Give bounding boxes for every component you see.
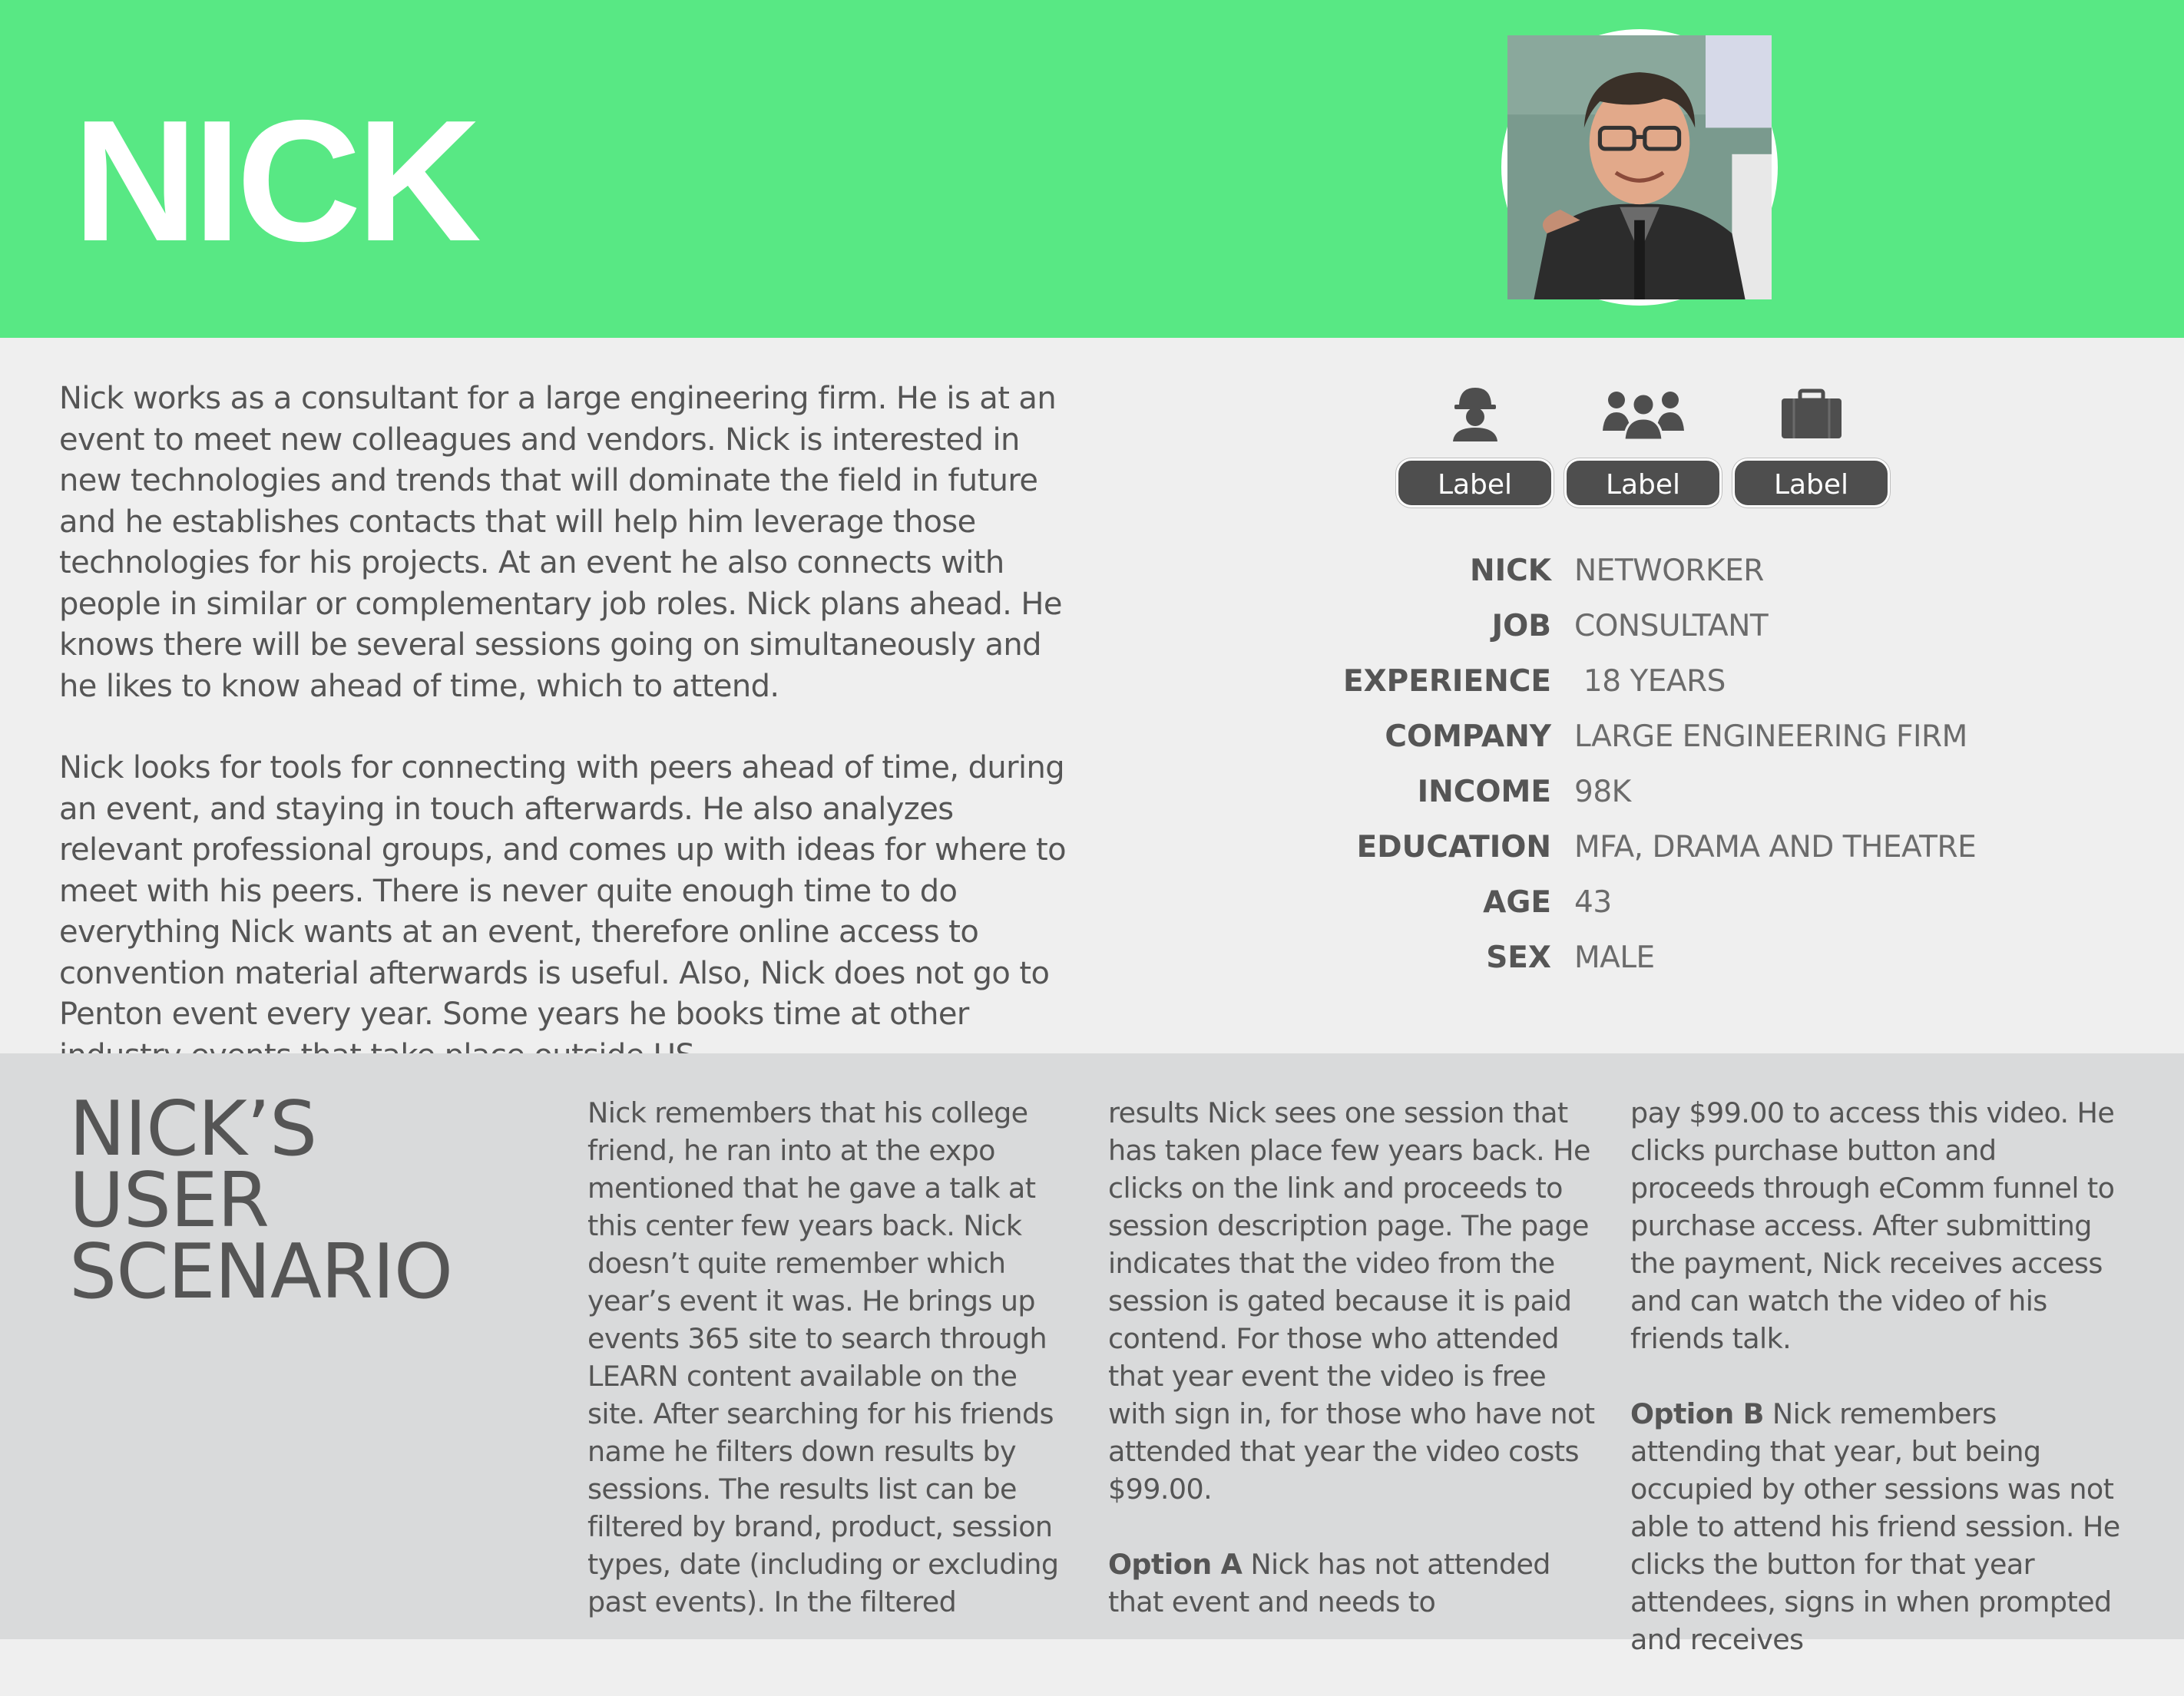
fact-key: NICK [1470, 554, 1551, 588]
profile-facts [1259, 544, 2027, 986]
role-badge-worker [1396, 376, 1554, 511]
scenario-text-part2: results Nick sees one session that has taken place few years back. He clicks on the link and proceeds to session description page. The page indicates that the video from the session is gated because it is paid contend. For those who attended that year event the video is free with sign in, for those who have not attended that year the video costs $99.00. [1108, 1096, 1595, 1506]
fact-row [1259, 654, 2027, 709]
scenario-column-3 [1630, 1094, 2122, 1696]
scenario-title-line: SCENARIO [69, 1228, 453, 1316]
scenario-column-2 [1108, 1094, 1600, 1658]
option-b-text: Nick remembers attending that year, but being occupied by other sessions was not able to attend his friend session. He clicks the button for that year attendees, signs in when prompted and receives [1630, 1397, 2120, 1656]
bio-text [59, 379, 1080, 1117]
fact-value: 98K [1574, 775, 1631, 809]
fact-key: SEX [1486, 941, 1551, 975]
fact-value: CONSULTANT [1574, 609, 1769, 643]
fact-key: JOB [1491, 609, 1551, 643]
fact-key: EXPERIENCE [1342, 664, 1551, 699]
fact-row [1259, 820, 2027, 875]
option-a-text-part2: pay $99.00 to access this video. He clicks purchase button and proceeds through eComm funnel to purchase access. After submitting the payment, Nick receives access and can watch the video of his friends talk. [1630, 1096, 2115, 1355]
scenario-column-1 [587, 1094, 1079, 1621]
scenario-title [69, 1086, 453, 1316]
fact-key: AGE [1483, 885, 1551, 920]
fact-value: MFA, DRAMA AND THEATRE [1574, 830, 1977, 865]
role-label: Label [1396, 458, 1554, 507]
role-badge-group [1564, 376, 1722, 511]
role-label: Label [1732, 458, 1890, 507]
fact-key: EDUCATION [1356, 830, 1551, 865]
worker-icon [1396, 376, 1554, 445]
briefcase-icon [1732, 376, 1890, 445]
fact-row [1259, 599, 2027, 654]
role-badge-briefcase [1732, 376, 1890, 511]
role-label: Label [1564, 458, 1722, 507]
header-banner [0, 0, 2184, 338]
fact-key: COMPANY [1385, 719, 1551, 754]
page-title: NICK [73, 84, 477, 277]
fact-row [1259, 875, 2027, 931]
scenario-title-line: NICK’S [69, 1086, 317, 1173]
option-b-label: Option B [1630, 1397, 1764, 1430]
fact-value: 43 [1574, 885, 1612, 920]
scenario-text-part1: Nick remembers that his college friend, he ran into at the expo mentioned that he gave a talk at this center few years back. Nick doesn’t quite remember which year’s event it was. He brings up events 365 site to search through LEARN content available on the site. After searching for his friends name he filters down results by sessions. The results list can be filtered by brand, product, session types, date (including or excluding past events). In the filtered [587, 1096, 1059, 1618]
fact-value: LARGE ENGINEERING FIRM [1574, 719, 1967, 754]
option-b-block [1630, 1395, 2122, 1658]
fact-row [1259, 544, 2027, 599]
fact-row [1259, 709, 2027, 765]
bio-paragraph: Nick works as a consultant for a large engineering firm. He is at an event to meet new colleagues and vendors. Nick is interested in new technologies and trends that will dominate the field in future and he establishes contacts that will help him leverage those technologies for his projects. At an event he also connects with people in similar or complementary job roles. Nick plans ahead. He knows there will be several sessions going on simultaneously and he likes to know ahead of time, which to attend. [59, 381, 1062, 704]
fact-value: 18 YEARS [1574, 664, 1726, 699]
option-a-label: Option A [1108, 1548, 1243, 1581]
fact-row [1259, 765, 2027, 820]
option-a-block [1108, 1546, 1600, 1621]
bio-paragraph: Nick looks for tools for connecting with peers ahead of time, during an event, and staying in touch afterwards. He also analyzes relevant professional groups, and comes up with ideas for where to meet with his peers. There is never quite enough time to do everything Nick wants at an event, therefore online access to convention material afterwards is useful. Also, Nick does not go to Penton event every year. Some years he books time at other [59, 750, 1066, 1032]
avatar [1501, 29, 1778, 306]
scenario-title-line: USER [69, 1157, 269, 1245]
role-badges [1396, 376, 1895, 511]
group-icon [1564, 376, 1722, 445]
fact-value: MALE [1574, 941, 1655, 975]
option-a-text-part1: Nick has not attended that event and needs to [1108, 1548, 1550, 1618]
person-photo-icon [1507, 35, 1772, 299]
fact-value: NETWORKER [1574, 554, 1764, 588]
fact-key: INCOME [1417, 775, 1551, 809]
fact-row [1259, 931, 2027, 986]
